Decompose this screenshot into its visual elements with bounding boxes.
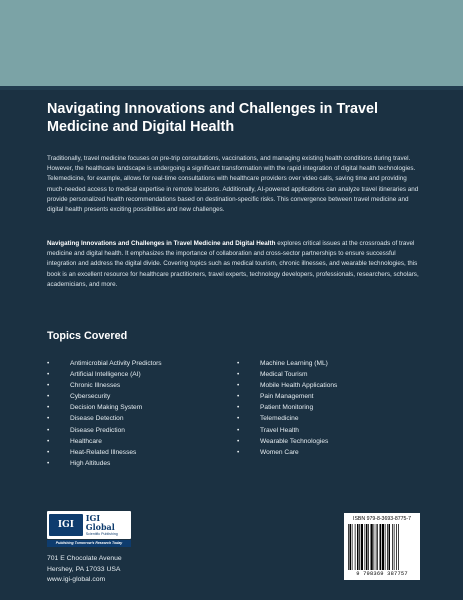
band-divider bbox=[0, 86, 463, 90]
barcode-digits: 9 798369 387757 bbox=[356, 571, 408, 577]
bullet-icon: • bbox=[237, 415, 240, 423]
topics-list-left bbox=[47, 358, 232, 469]
topic-label: Disease Prediction bbox=[70, 426, 125, 434]
topic-label: Heat-Related Illnesses bbox=[70, 448, 137, 456]
topic-item bbox=[47, 391, 232, 402]
topic-label: Women Care bbox=[260, 448, 299, 456]
topic-label: Decision Making System bbox=[70, 404, 143, 412]
description-text: explores critical issues at the crossroads of travel medicine and digital health. It emphasizes the importance of collaboration and cross-sector partnerships to ensure successful integration and address the digital divide. Covering topics such as medical tourism, chronic illnesses, and wearable technologies, this book is an excellent resource for healthcare practitioners, travel experts, technology developers, professionals, researchers, scholars, academicians, and more. bbox=[47, 240, 419, 288]
bullet-icon: • bbox=[237, 393, 240, 401]
bullet-icon: • bbox=[237, 382, 240, 390]
topic-label: Mobile Health Applications bbox=[260, 382, 338, 390]
topic-item bbox=[237, 425, 422, 436]
bullet-icon: • bbox=[237, 360, 240, 367]
igi-global-logo bbox=[47, 511, 131, 539]
intro-paragraph: Traditionally, travel medicine focuses on pre-trip consultations, vaccinations, and managing existing health conditions during travel. However, the healthcare landscape is undergoing a significant transformation with the rapid integration of digital health technologies. Telemedicine, for example, allows for real-time consultations with healthcare providers over video calls, saving time and providing much-needed access to medical expertise in remote locations. Additionally, AI-powered applications can analyze travel itineraries and provide personalized health recommendations based on destination-specific risks. This convergence between travel medicine and digital health presents exciting possibilities and new challenges. bbox=[47, 155, 419, 214]
topic-item bbox=[237, 436, 422, 447]
topic-label: Pain Management bbox=[260, 393, 314, 401]
bullet-icon: • bbox=[47, 437, 50, 445]
logo-subtitle: Scientific Publishing bbox=[85, 531, 118, 536]
back-cover-content bbox=[47, 100, 419, 467]
bullet-icon: • bbox=[237, 437, 240, 445]
topic-label: Wearable Technologies bbox=[260, 437, 329, 445]
bullet-icon: • bbox=[47, 415, 50, 423]
bullet-icon: • bbox=[47, 393, 50, 401]
topic-label: Healthcare bbox=[70, 437, 102, 445]
topic-item bbox=[47, 402, 232, 413]
topic-label: Machine Learning (ML) bbox=[260, 360, 328, 367]
bullet-icon: • bbox=[47, 360, 50, 367]
topic-item bbox=[237, 447, 422, 458]
topics-list-right bbox=[237, 358, 422, 458]
bullet-icon: • bbox=[237, 448, 240, 456]
top-color-band bbox=[0, 0, 463, 86]
topic-item bbox=[237, 369, 422, 380]
logo-tagline: Publishing Tomorrow's Research Today bbox=[47, 540, 131, 547]
topic-label: Telemedicine bbox=[260, 415, 299, 423]
description-bold-title: Navigating Innovations and Challenges in Travel Medicine and Digital Health bbox=[47, 240, 276, 247]
logo-mark: IGI bbox=[49, 514, 83, 536]
isbn-barcode bbox=[344, 513, 420, 580]
topic-label: Disease Detection bbox=[70, 415, 124, 423]
website-link[interactable]: www.igi-global.com bbox=[47, 576, 106, 584]
topic-item bbox=[237, 380, 422, 391]
address-line-2: Hershey, PA 17033 USA bbox=[47, 565, 121, 573]
bullet-icon: • bbox=[237, 404, 240, 412]
bullet-icon: • bbox=[47, 459, 50, 467]
topic-label: Antimicrobial Activity Predictors bbox=[70, 360, 162, 367]
topic-label: Cybersecurity bbox=[70, 393, 111, 401]
topic-item bbox=[237, 402, 422, 413]
bullet-icon: • bbox=[47, 371, 50, 379]
logo-name: IGI Global bbox=[85, 512, 115, 532]
isbn-label: ISBN 979-8-3693-8775-7 bbox=[353, 516, 411, 522]
publisher-block bbox=[47, 511, 197, 586]
topic-item bbox=[47, 369, 232, 380]
bullet-icon: • bbox=[47, 426, 50, 434]
topic-item bbox=[47, 413, 232, 424]
topic-item bbox=[47, 358, 232, 369]
topic-label: Medical Tourism bbox=[260, 371, 308, 379]
topic-item bbox=[47, 458, 232, 469]
bullet-icon: • bbox=[237, 371, 240, 379]
publisher-address bbox=[47, 554, 197, 586]
description-paragraph bbox=[47, 239, 419, 290]
topic-label: Chronic Illnesses bbox=[70, 382, 121, 390]
topic-item bbox=[47, 436, 232, 447]
bullet-icon: • bbox=[47, 382, 50, 390]
topics-heading: Topics Covered bbox=[47, 330, 128, 342]
topic-item bbox=[47, 425, 232, 436]
book-title: Navigating Innovations and Challenges in Travel Medicine and Digital Health bbox=[47, 101, 379, 135]
bullet-icon: • bbox=[47, 404, 50, 412]
topic-label: High Altitudes bbox=[70, 459, 111, 467]
topic-label: Patient Monitoring bbox=[260, 404, 314, 412]
topic-item bbox=[47, 380, 232, 391]
topic-item bbox=[237, 391, 422, 402]
bullet-icon: • bbox=[47, 448, 50, 456]
topic-item bbox=[237, 358, 422, 369]
bullet-icon: • bbox=[237, 426, 240, 434]
topic-item bbox=[47, 447, 232, 458]
topic-item bbox=[237, 413, 422, 424]
address-line-1: 701 E Chocolate Avenue bbox=[47, 555, 122, 562]
topic-label: Travel Health bbox=[260, 426, 299, 434]
barcode-bars bbox=[348, 524, 416, 570]
topic-label: Artificial Intelligence (AI) bbox=[70, 371, 141, 379]
